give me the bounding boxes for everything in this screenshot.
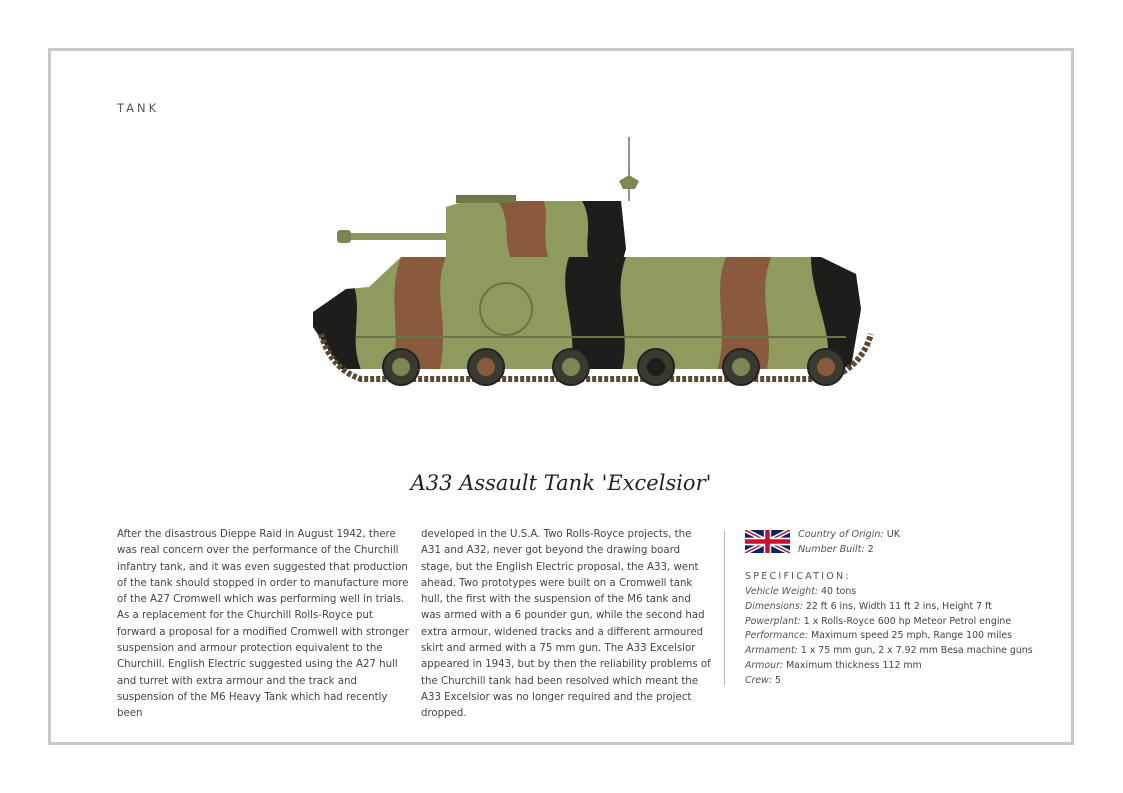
spec-item (745, 674, 1065, 689)
spec-value: 22 ft 6 ins, Width 11 ft 2 ins, Height 7 ft (805, 600, 992, 612)
spec-item (745, 659, 1065, 674)
number-built (798, 542, 900, 557)
spec-item (745, 629, 1065, 644)
specification-heading: SPECIFICATION: (745, 571, 851, 582)
spec-label: Dimensions: (745, 600, 803, 612)
spec-value: Maximum speed 25 mph, Range 100 miles (811, 630, 1012, 642)
tank-illustration (251, 129, 881, 419)
built-label: Number Built: (798, 544, 865, 555)
description-column-1: After the disastrous Dieppe Raid in August 1942, there was real concern over the performance of the Churchill infantry tank, and it was even suggested that production of the tank should stopped in order to manufacture more of the A27 Cromwell which was performing well in trials. As a replacement for the Churchill Rolls-Royce put forward a proposal for a modified Cromwell with stronger suspension and armour protection equivalent to the Churchill. English Electric suggested using the A27 hull and turret with extra armour and the track and suspension of the M6 Heavy Tank which had recently been (117, 529, 409, 720)
print-frame (48, 48, 1074, 745)
spec-item (745, 644, 1065, 659)
column-divider (724, 530, 725, 686)
country-of-origin (798, 527, 900, 542)
union-jack-flag-icon (745, 530, 790, 553)
spec-value: 1 x 75 mm gun, 2 x 7.92 mm Besa machine guns (800, 645, 1033, 657)
spec-label: Performance: (745, 630, 809, 642)
spec-value: 40 tons (821, 586, 857, 597)
spec-label: Armour: (745, 659, 784, 671)
spec-label: Powerplant: (745, 615, 801, 627)
spec-item (745, 615, 1065, 630)
country-value: UK (886, 529, 901, 540)
category-label: TANK (117, 101, 160, 115)
periscope (619, 175, 639, 189)
vehicle-title: A33 Assault Tank 'Excelsior' (410, 471, 712, 495)
country-label: Country of Origin: (798, 529, 884, 540)
spec-item (745, 600, 1065, 615)
spec-value: 5 (774, 674, 781, 686)
built-value: 2 (867, 544, 874, 555)
muzzle (337, 230, 351, 243)
turret (441, 199, 631, 264)
spec-value: 1 x Rolls-Royce 600 hp Meteor Petrol engine (803, 615, 1012, 627)
origin-info (798, 527, 900, 557)
spec-label: Vehicle Weight: (745, 586, 819, 597)
specification-list (745, 585, 1065, 689)
description-column-2: developed in the U.S.A. Two Rolls-Royce projects, the A31 and A32, never got beyond the drawing board stage, but the English Electric proposal, the A33, went ahead. Two prototypes were built on a Cromwell tank hull, the first with the suspension of the M6 tank and was armed with a 6 pounder gun, while the second had extra armour, widened tracks and a different armoured skirt and armed with a 75 mm gun. The A33 Excelsior appeared in 1943, but by then the reliability problems of the Churchill tank had been resolved which meant the A33 Excelsior was no longer required and the project dropped. (421, 529, 711, 720)
spec-item (745, 585, 1065, 600)
spec-value: Maximum thickness 112 mm (786, 659, 922, 671)
spec-label: Crew: (745, 674, 772, 686)
spec-label: Armament: (745, 645, 798, 657)
